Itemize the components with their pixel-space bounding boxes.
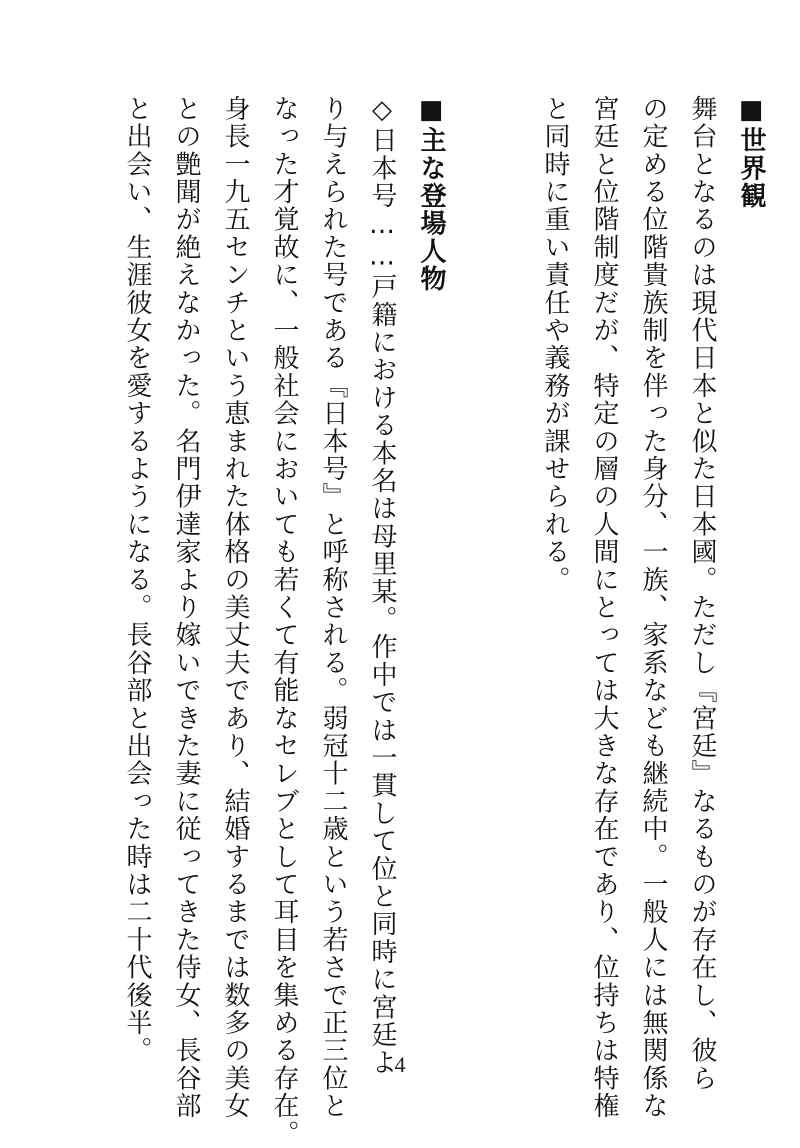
characters-section-heading: ■主な登場人物 [416, 95, 446, 293]
characters-section-line: 身長一九五センチという恵まれた体格の美丈夫であり、結婚するまでは数多の美女 [220, 95, 250, 1120]
world-section-line: 舞台となるのは現代日本と似た日本國。ただし『宮廷』なるものが存在し、彼ら [687, 95, 717, 1093]
page-number: 4 [394, 1052, 406, 1077]
characters-section-line: と出会い、生涯彼女を愛するようになる。長谷部と出会った時は二十代後半。 [122, 95, 152, 1065]
world-section-line: 宮廷と位階制度だが、特定の層の人間にとっては大きな存在であり、位持ちは特権 [589, 95, 619, 1120]
world-section-line: の定める位階貴族制を伴った身分、一族、家系なども継続中。一般人には無関係な [638, 95, 668, 1120]
world-section-line: と同時に重い責任や義務が課せられる。 [540, 95, 570, 594]
characters-section-line: ◇日本号……戸籍における本名は母里某。作中では一貫して位と同時に宮廷よ [367, 95, 397, 1077]
characters-section-line: なった才覚故に、一般社会においても若くて有能なセレブとして耳目を集める存在。 [269, 95, 299, 1148]
world-section-heading: ■世界観 [736, 95, 766, 210]
characters-section-line: り与えられた号である『日本号』と呼称される。弱冠十二歳という若さで正三位と [318, 95, 348, 1120]
characters-section-line: との艶聞が絶えなかった。名門伊達家より嫁いできた妻に従ってきた侍女、長谷部 [171, 95, 201, 1120]
